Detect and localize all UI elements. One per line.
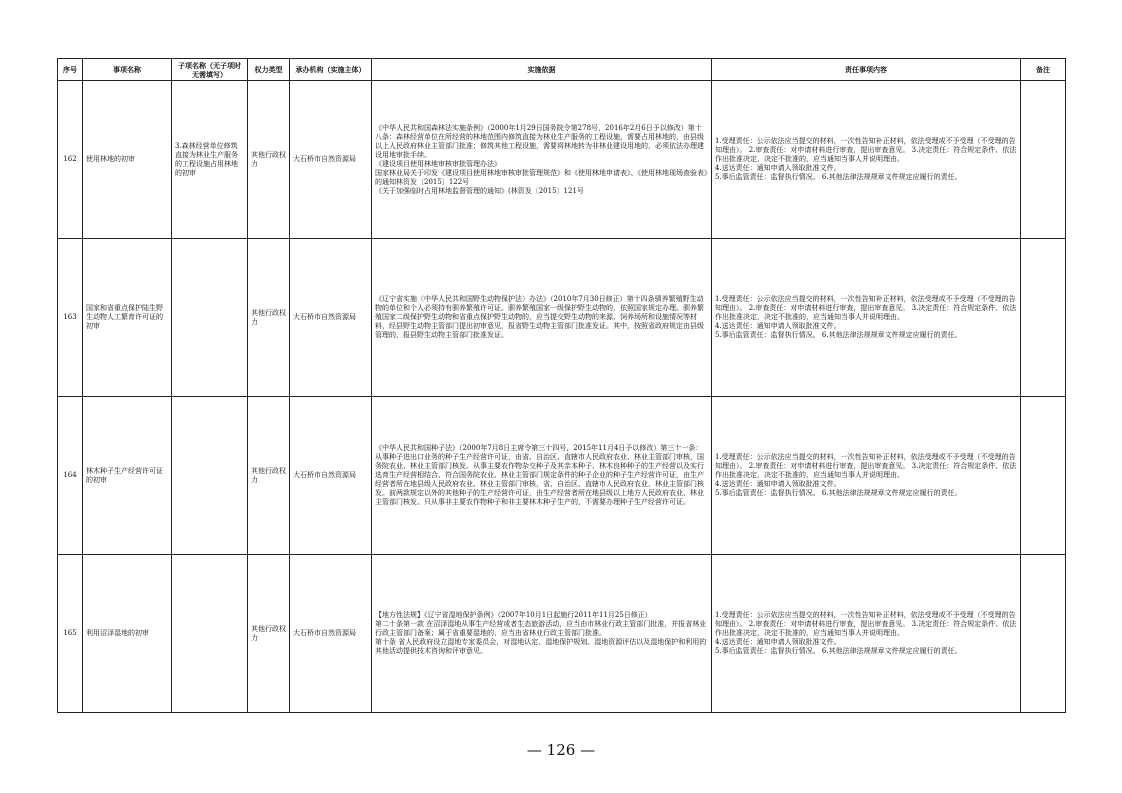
basis-paragraph: 【地方性法规】《辽宁省湿地保护条例》（2007年10月1日起施行2011年11月25日修正） xyxy=(375,611,652,619)
responsibility-paragraph: 4.送达责任：通知申请人领取批准文件。 xyxy=(715,322,841,330)
basis-paragraph: 第二十条第一款 在沼泽湿地从事生产经营或者生态旅游活动，应当由市林业行政主管部门批准，并报省林业行政主管部门备案；属于省重要湿地的，应当由省林业行政主管部门批准。 xyxy=(375,620,707,637)
row-basis xyxy=(372,397,712,555)
basis-paragraph: 《中华人民共和国森林法实施条例》（2000年1月29日国务院令第278号，2016年2月6日予以修改）第十八条：森林经营单位在所经营的林地范围内修筑直接为林业生产服务的工程设施，需要占用林地的，由县级以上人民政府林业主管部门批准；修筑其他工程设施，需要将林地转为非林业建设用地的，必须依法办理建设用地审批手续。 xyxy=(375,123,704,159)
row-responsibility xyxy=(712,81,1021,239)
basis-paragraph: 《建设项目使用林地审核审批管理办法》 xyxy=(375,159,501,168)
row-seq: 164 xyxy=(58,397,83,555)
header-seq: 序号 xyxy=(58,59,83,81)
row-agency: 大石桥市自然资源局 xyxy=(290,81,372,239)
row-agency: 大石桥市自然资源局 xyxy=(290,555,372,713)
responsibility-paragraph: 5.事后监管责任：监督执行情况。 6.其他法律法规规章文件规定应履行的责任。 xyxy=(715,647,962,655)
row-basis xyxy=(372,555,712,713)
responsibility-paragraph: 1.受理责任：公示依法应当提交的材料，一次性告知补正材料，依法受理或不予受理（不受理的告知理由）。 2.审查责任：对申请材料进行审查，提出审查意见。 3.决定责任：符合规定条件、依法作出批准决定，决定不批准的，应当通知当事人并说明理由。 xyxy=(715,137,1017,163)
table-row xyxy=(58,397,1066,555)
row-remark xyxy=(1021,397,1066,555)
page-number: — 126 — xyxy=(526,741,596,759)
row-responsibility xyxy=(712,397,1021,555)
row-item-name: 利用沼泽湿地的初审 xyxy=(83,555,172,713)
row-seq: 165 xyxy=(58,555,83,713)
table-row xyxy=(58,239,1066,397)
row-subitem xyxy=(172,555,248,713)
header-responsibility: 责任事项内容 xyxy=(712,59,1021,81)
row-subitem xyxy=(172,239,248,397)
row-basis xyxy=(372,239,712,397)
basis-paragraph: 第十条 省人民政府设立湿地专家委员会，对湿地认定、湿地保护规划、湿地资源评估以及湿地保护和利用的其他活动提供技术咨询和评审意见。 xyxy=(375,638,707,655)
row-responsibility xyxy=(712,239,1021,397)
responsibility-paragraph: 5.事后监管责任：监督执行情况。 6.其他法律法规规章文件规定应履行的责任。 xyxy=(715,331,962,339)
responsibility-paragraph: 1.受理责任：公示依法应当提交的材料，一次性告知补正材料，依法受理或不予受理（不受理的告知理由）。 2.审查责任：对申请材料进行审查，提出审查意见。 3.决定责任：符合规定条件、依法作出批准决定，决定不批准的，应当通知当事人并说明理由。 xyxy=(715,295,1017,321)
row-subitem: 3.森林经营单位修筑直接为林业生产服务的工程设施占用林地的初审 xyxy=(172,81,248,239)
responsibility-paragraph: 4.送达责任：通知申请人领取批准文件。 xyxy=(715,638,841,646)
table-row xyxy=(58,81,1066,239)
row-power-type: 其他行政权力 xyxy=(248,397,290,555)
header-agency: 承办机构（实施主体） xyxy=(290,59,372,81)
row-responsibility xyxy=(712,555,1021,713)
header-item-name: 事项名称 xyxy=(83,59,172,81)
row-seq: 162 xyxy=(58,81,83,239)
header-row xyxy=(58,59,1066,81)
basis-paragraph: 《中华人民共和国种子法》（2000年7月8日主席令第三十四号，2015年11月4日予以修改）第三十一条：从事种子进出口业务的种子生产经营许可证，由省、自治区、直辖市人民政府农业、林业主管部门审核，国务院农业、林业主管部门核发。从事主要农作物杂交种子及其亲本种子、林木良种种子的生产经营以及实行选育生产经营相结合、符合国务院农业、林业主管部门规定条件的种子企业的种子生产经营许可证，由生产经营者所在地县级人民政府农业、林业主管部门审核，省、自治区、直辖市人民政府农业、林业主管部门核发。前两款规定以外的其他种子的生产经营许可证，由生产经营者所在地县级以上地方人民政府农业、林业主管部门核发。只从事非主要农作物种子和非主要林木种子生产的，不需要办理种子生产经营许可证。 xyxy=(375,444,704,506)
basis-paragraph: 《关于加强临时占用林地监督管理的通知》(林资发〔2015〕121号 xyxy=(375,186,584,195)
responsibility-paragraph: 1.受理责任：公示依法应当提交的材料，一次性告知补正材料，依法受理或不予受理（不受理的告知理由）。 2.审查责任：对申请材料进行审查，提出审查意见。 3.决定责任：符合规定条件、依法作出批准决定，决定不批准的，应当通知当事人并说明理由。 xyxy=(715,453,1017,479)
header-remark: 备注 xyxy=(1021,59,1066,81)
row-item-name: 国家和省重点保护陆生野生动物人工繁育许可证的初审 xyxy=(83,239,172,397)
header-subitem: 子项名称（无子项时无需填写） xyxy=(172,59,248,81)
row-power-type: 其他行政权力 xyxy=(248,239,290,397)
row-basis xyxy=(372,81,712,239)
row-remark xyxy=(1021,239,1066,397)
row-item-name: 使用林地的初审 xyxy=(83,81,172,239)
responsibility-paragraph: 1.受理责任：公示依法应当提交的材料，一次性告知补正材料，依法受理或不予受理（不受理的告知理由）。 2.审查责任：对申请材料进行审查，提出审查意见。 3.决定责任：符合规定条件、依法作出批准决定，决定不批准的，应当通知当事人并说明理由。 xyxy=(715,611,1017,637)
row-item-name: 林木种子生产经营许可证的初审 xyxy=(83,397,172,555)
basis-paragraph: 国家林业局关于印发《建设项目使用林地审核审批管理规范》和《使用林地申请表》、《使用林地现场查验表》的通知林资发〔2015〕122号 xyxy=(375,168,708,186)
row-agency: 大石桥市自然资源局 xyxy=(290,239,372,397)
row-power-type: 其他行政权力 xyxy=(248,555,290,713)
row-remark xyxy=(1021,81,1066,239)
row-remark xyxy=(1021,555,1066,713)
responsibility-paragraph: 5.事后监管责任：监督执行情况。 6.其他法律法规规章文件规定应履行的责任。 xyxy=(715,489,962,497)
responsibility-paragraph: 4.送达责任：通知申请人领取批准文件。 xyxy=(715,164,841,172)
table-row xyxy=(58,555,1066,713)
basis-paragraph: 《辽宁省实施〈中华人民共和国野生动物保护法〉办法》（2010年7月30日修正）第十四条驯养繁殖野生动物的单位和个人必须持有驯养繁殖许可证。驯养繁殖国家一级保护野生动物的，依照国家规定办理。驯养繁殖国家二级保护野生动物和省重点保护野生动物的，应当提交野生动物的来源、饲养场所和设施情况等材料，经县野生动物主管部门提出初审意见，报省野生动物主管部门批准发证。其中，按照省政府规定由县级管理的，报县野生动物主管部门批准发证。 xyxy=(375,295,704,339)
responsibility-paragraph: 4.送达责任：通知申请人领取批准文件。 xyxy=(715,480,841,488)
header-basis: 实施依据 xyxy=(372,59,712,81)
row-subitem xyxy=(172,397,248,555)
row-seq: 163 xyxy=(58,239,83,397)
responsibility-paragraph: 5.事后监管责任：监督执行情况。 6.其他法律法规规章文件规定应履行的责任。 xyxy=(715,173,962,181)
power-list-table xyxy=(57,58,1066,713)
row-power-type: 其他行政权力 xyxy=(248,81,290,239)
header-power-type: 权力类型 xyxy=(248,59,290,81)
row-agency: 大石桥市自然资源局 xyxy=(290,397,372,555)
